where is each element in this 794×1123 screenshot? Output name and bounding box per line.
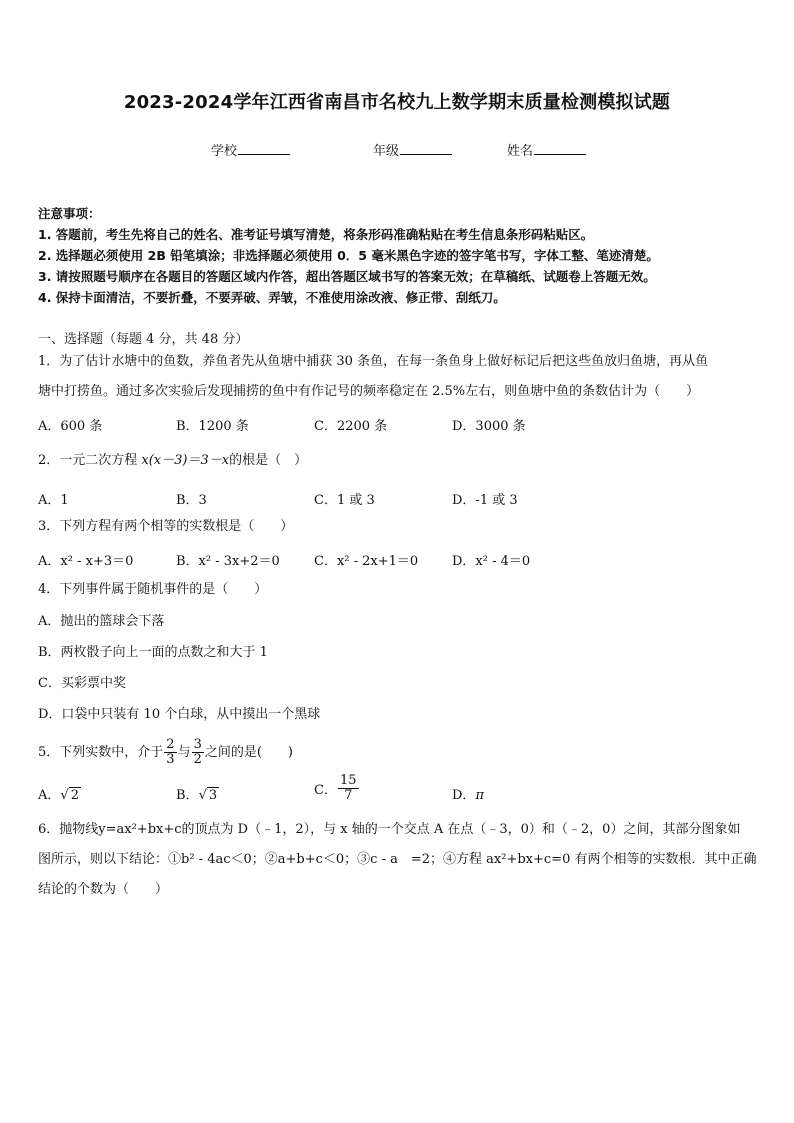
page-title: 2023-2024学年江西省南昌市名校九上数学期末质量检测模拟试题	[123, 92, 671, 113]
question-2-equation: x(x－3)＝3－x	[141, 453, 230, 468]
question-1-line-2: 塘中打捞鱼。通过多次实验后发现捕捞的鱼中有作记号的频率稳定在 2.5%左右，则鱼塘中鱼的条数估计为（ ）	[38, 384, 700, 399]
option-b-label: B．	[176, 788, 199, 803]
question-5-mid: 与	[177, 745, 191, 760]
question-1	[38, 347, 760, 407]
sqrt-symbol: √ 2	[60, 788, 79, 803]
note-item: 3. 请按照题号顺序在各题目的答题区域内作答，超出答题区域书写的答案无效；在草稿纸、试题卷上答题无效。	[38, 269, 656, 284]
sqrt-radicand: 2	[70, 788, 79, 803]
question-5	[38, 733, 760, 773]
option-d	[452, 784, 484, 803]
question-2	[38, 446, 760, 476]
school-label: 学校	[211, 144, 238, 159]
question-3	[38, 512, 760, 542]
question-1-line-1: 1．为了估计水塘中的鱼数，养鱼者先从鱼塘中捕获 30 条鱼，在每一条鱼身上做好标记后把这些鱼放归鱼塘，再从鱼	[38, 354, 709, 369]
option-c: C．2200 条	[314, 419, 388, 434]
exam-notes	[38, 204, 758, 309]
note-item: 2. 选择题必须使用 2B 铅笔填涂；非选择题必须使用 0．5 毫米黑色字迹的签字笔书写，字体工整、笔迹清楚。	[38, 248, 659, 263]
fraction-three-halves	[192, 738, 204, 767]
option-a-label: A．	[38, 788, 61, 803]
option-c-label: C．	[314, 783, 337, 798]
fraction-numerator: 2	[166, 737, 175, 752]
question-1-options	[38, 415, 760, 435]
option-b: B．1200 条	[176, 419, 249, 434]
option-a: A．1	[38, 493, 69, 508]
question-4-option-d: D．口袋中只装有 10 个白球，从中摸出一个黑球	[38, 707, 321, 722]
question-2-prefix: 2．一元二次方程	[38, 453, 142, 468]
option-b	[176, 784, 219, 803]
fraction-denominator: 7	[344, 788, 353, 803]
notes-heading: 注意事项：	[38, 206, 101, 221]
option-b: B．x² - 3x+2＝0	[176, 554, 280, 569]
name-label: 姓名	[507, 144, 534, 159]
fraction-denominator: 2	[193, 752, 202, 767]
name-blank	[534, 142, 586, 155]
question-4-option-b: B．两枚骰子向上一面的点数之和大于 1	[38, 645, 268, 660]
section-heading: 一、选择题（每题 4 分，共 48 分）	[38, 332, 249, 347]
option-d: D．3000 条	[452, 419, 526, 434]
question-5-suffix: 之间的是( )	[204, 745, 294, 760]
fraction-numerator: 3	[193, 737, 202, 752]
school-blank	[238, 142, 290, 155]
option-d-label: D．	[452, 788, 476, 803]
question-2-suffix: 的根是（ ）	[229, 453, 308, 468]
question-6-line-3: 结论的个数为（ ）	[38, 882, 169, 897]
fraction-numerator: 15	[339, 773, 357, 788]
sqrt-radicand: 3	[208, 788, 218, 803]
option-a: A．600 条	[38, 419, 103, 434]
option-d: D．-1 或 3	[452, 493, 518, 508]
name-field	[507, 140, 586, 159]
note-item: 4. 保持卡面清洁，不要折叠，不要弄破、弄皱，不准使用涂改液、修正带、刮纸刀。	[38, 290, 506, 305]
option-c: C．1 或 3	[314, 493, 375, 508]
question-6-line-1: 6．抛物线y=ax²+bx+c的顶点为 D（﹣1，2），与 x 轴的一个交点 A 在点（﹣3，0）和（﹣2，0）之间，其部分图象如	[38, 822, 741, 837]
grade-label: 年级	[373, 144, 400, 159]
question-5-prefix: 5．下列实数中，介于	[38, 745, 164, 760]
question-4-text: 4．下列事件属于随机事件的是（ ）	[38, 582, 268, 597]
question-4-option-c: C．买彩票中奖	[38, 676, 126, 691]
note-item: 1. 答题前，考生先将自己的姓名、准考证号填写清楚，将条形码准确粘贴在考生信息条形码粘贴区。	[38, 227, 594, 242]
question-4-option-a: A．抛出的篮球会下落	[38, 614, 165, 629]
option-a: A．x² - x+3＝0	[38, 554, 134, 569]
question-5-options	[38, 773, 760, 814]
sqrt-symbol: √ 3	[198, 788, 218, 803]
pi-symbol: π	[475, 788, 484, 803]
school-field	[211, 140, 290, 159]
question-6	[38, 815, 760, 905]
option-c	[314, 774, 360, 803]
option-b: B．3	[176, 493, 207, 508]
grade-blank	[400, 142, 452, 155]
grade-field	[373, 140, 452, 159]
question-3-options	[38, 550, 760, 570]
question-6-line-2: 图所示，则以下结论：①b² - 4ac＜0；②a+b+c＜0；③c - a =2；④方程 ax²+bx+c=0 有两个相等的实数根．其中正确	[38, 852, 757, 867]
fraction-denominator: 3	[166, 752, 175, 767]
option-d: D．x² - 4＝0	[452, 554, 531, 569]
question-3-text: 3．下列方程有两个相等的实数根是（ ）	[38, 519, 294, 534]
question-2-options	[38, 489, 760, 509]
fraction-two-thirds	[164, 738, 176, 767]
fraction-fifteen-sevenths	[338, 774, 359, 803]
option-c: C．x² - 2x+1＝0	[314, 554, 419, 569]
question-4	[38, 575, 760, 605]
option-a	[38, 784, 81, 803]
